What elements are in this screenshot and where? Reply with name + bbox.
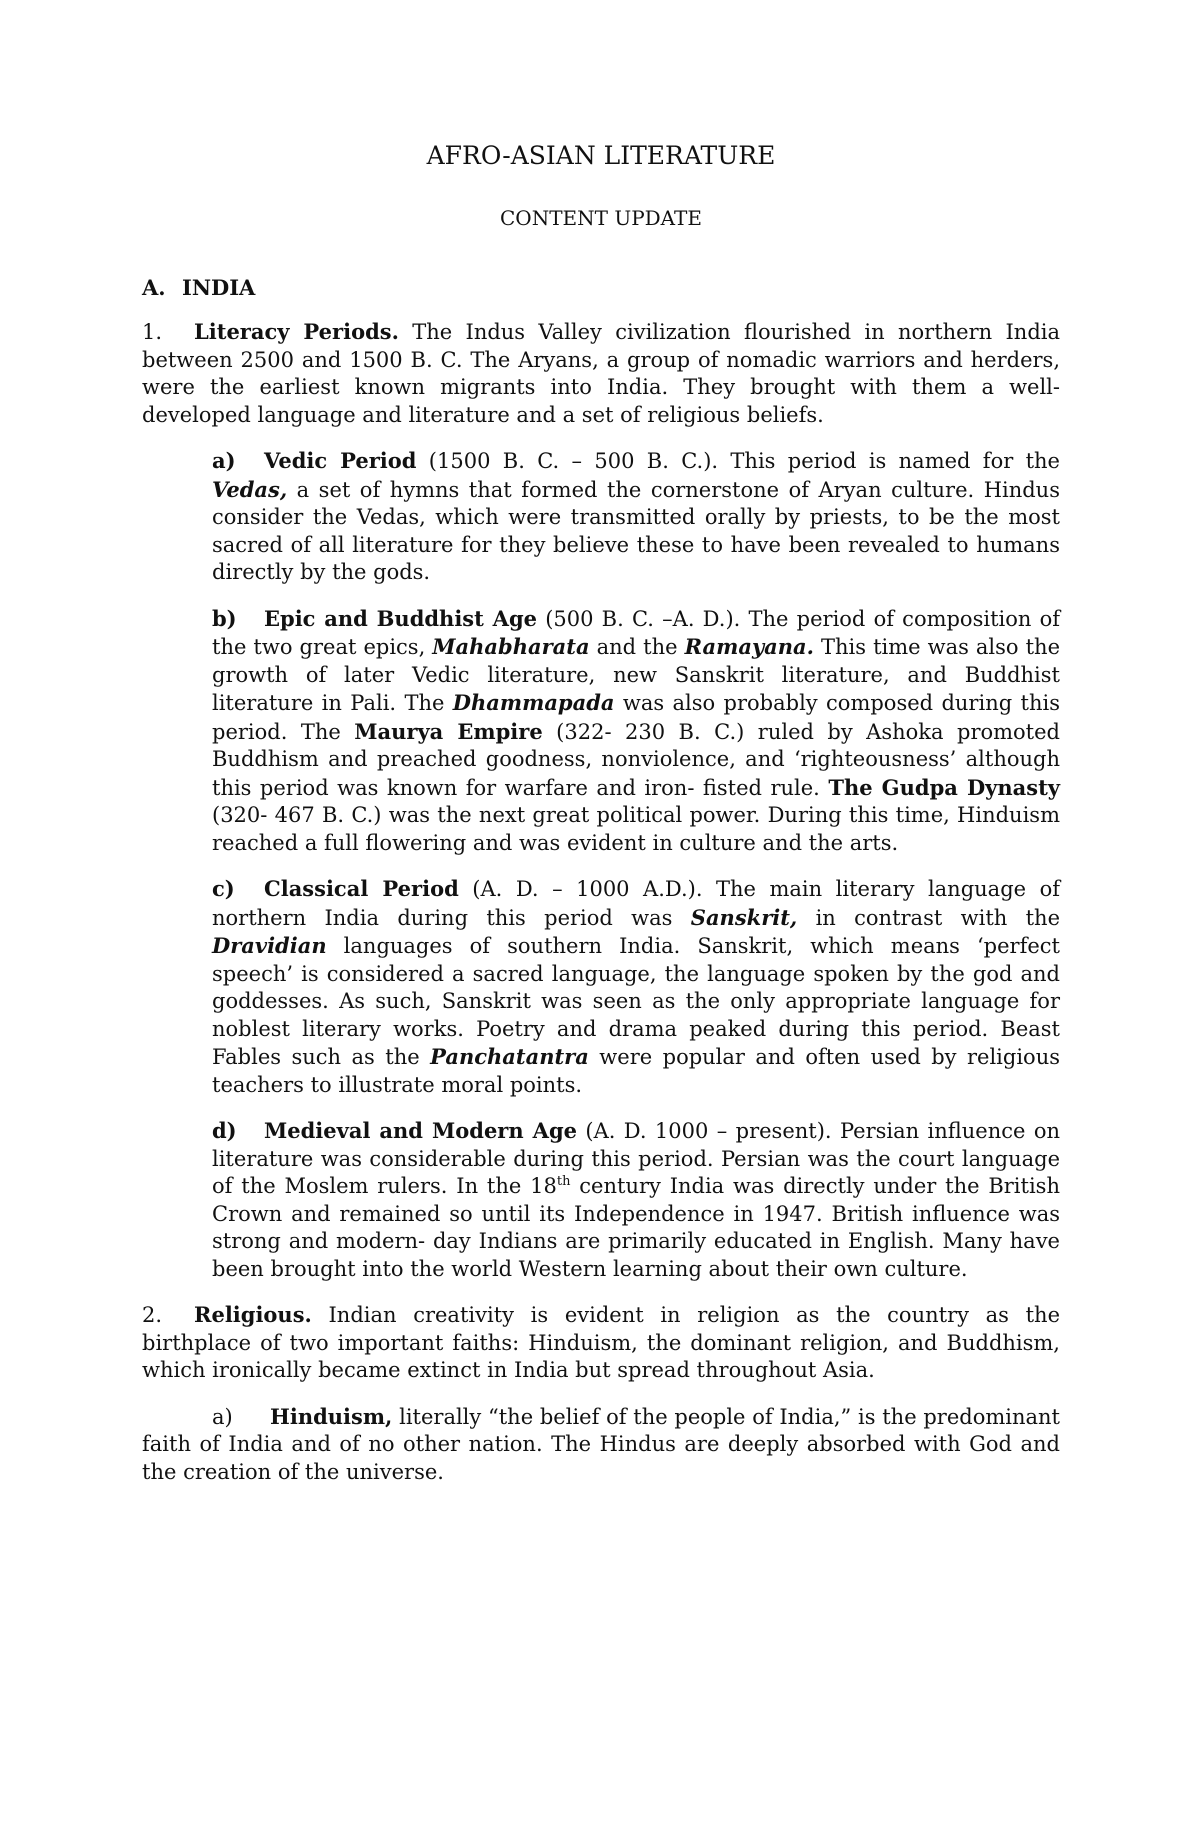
section-letter: A.: [142, 275, 166, 300]
classical-period-paragraph: [212, 875, 1060, 1099]
text-span: (320- 467 B. C.) was the next great political power. During this time, Hinduism reached a full flowering and was evident in culture and the arts.: [212, 803, 1060, 855]
document-subtitle: CONTENT UPDATE: [500, 206, 702, 230]
literacy-periods-paragraph: [142, 318, 1060, 429]
item-text: The Indus Valley civilization flourished in northern India between 2500 and 1500 B. C. The Aryans, a group of nomadic warriors and herders, were the earliest known migrants into India. They brought with them a well- developed language and literature and a set of religious beliefs.: [142, 320, 1060, 427]
item-number: 1.: [142, 320, 163, 344]
sub-heading: Vedic Period: [264, 448, 417, 473]
emphasis-gudpa-dynasty: The Gudpa Dynasty: [828, 774, 1060, 800]
text-span: was also probably composed during this period. The: [212, 691, 1060, 744]
text-span: and the: [589, 635, 685, 659]
text-span: (A. D. 1000 – present). Persian influence on literature was considerable during this period. Persian was the court language of the Moslem rulers. In the 18: [212, 1119, 1060, 1198]
text-span: (500 B. C. –A. D.). The period of composition of the two great epics,: [212, 606, 1061, 659]
vedic-period-paragraph: [212, 447, 1060, 587]
hinduism-paragraph: [142, 1403, 1060, 1487]
text-span: This time was also the growth of later Vedic literature, new Sanskrit literature, and Buddhist literature in Pali. The: [212, 635, 1061, 715]
sub-heading: Epic and Buddhist Age: [264, 605, 537, 631]
text-span: were popular and often used by religious teachers to illustrate moral points.: [212, 1045, 1060, 1097]
sub-label: a): [212, 448, 236, 473]
text-span: in contrast with the: [797, 905, 1061, 930]
emphasis-sanskrit: Sanskrit,: [690, 904, 798, 930]
emphasis-ramayana: Ramayana.: [684, 634, 814, 659]
sub-label: d): [212, 1118, 237, 1143]
text-span: (1500 B. C. – 500 B. C.). This period is named for the: [416, 449, 1060, 473]
emphasis-mahabharata: Mahabharata: [432, 634, 590, 659]
document-title: AFRO-ASIAN LITERATURE: [426, 141, 776, 170]
emphasis-vedas: Vedas,: [212, 476, 288, 502]
sub-heading: Medieval and Modern Age: [264, 1118, 577, 1143]
religious-paragraph: [142, 1301, 1060, 1385]
sub-label: b): [212, 605, 237, 631]
text-span: century India was directly under the British Crown and remained so until its Independence in 1947. British influence was strong and modern- day Indians are primarily educated in English. Many have been brought into the world Western learning about their own culture.: [212, 1174, 1060, 1281]
emphasis-maurya-empire: Maurya Empire: [354, 718, 543, 744]
item-text: Indian creativity is evident in religion as the country as the birthplace of two important faiths: Hinduism, the dominant religion, and Buddhism, which ironically became extinct in India but spread throughout Asia.: [142, 1303, 1060, 1382]
sub-label: a): [212, 1404, 233, 1429]
item-heading: Religious.: [194, 1302, 312, 1327]
emphasis-dravidian: Dravidian: [212, 933, 327, 958]
text-span: (322- 230 B. C.) ruled by Ashoka promoted Buddhism and preached goodness, nonviolence, and ‘righteousness’ although this period was known for warfare and iron- fisted rule.: [212, 719, 1060, 800]
sub-heading: Classical Period: [264, 876, 459, 901]
document-page: [142, 138, 1060, 1486]
text-span: languages of southern India. Sanskrit, which means ‘perfect speech’ is considered a sacred language, the language spoken by the god and goddesses. As such, Sanskrit was seen as the only appropriate language for noblest literary works. Poetry and drama peaked during this period. Beast Fables such as the: [212, 934, 1060, 1069]
item-text: literally “the belief of the people of India,” is the predominant faith of India and of no other nation. The Hindus are deeply absorbed with God and the creation of the universe.: [142, 1404, 1060, 1484]
emphasis-dhammapada: Dhammapada: [452, 690, 615, 715]
sub-label: c): [212, 876, 235, 901]
item-heading: Literacy Periods.: [194, 319, 399, 344]
item-number: 2.: [142, 1303, 163, 1327]
text-span: (A. D. – 1000 A.D.). The main literary language of northern India during this period was: [212, 877, 1060, 930]
medieval-modern-age-paragraph: [212, 1117, 1060, 1283]
emphasis-panchatantra: Panchatantra: [430, 1044, 589, 1069]
section-title: INDIA: [182, 275, 256, 300]
section-heading-india: [142, 274, 1060, 302]
epic-buddhist-age-paragraph: [212, 605, 1060, 858]
text-span: a set of hymns that formed the cornerstone of Aryan culture. Hindus consider the Vedas, which were transmitted orally by priests, to be the most sacred of all literature for they believe these to have been revealed to humans directly by the gods.: [212, 477, 1060, 584]
superscript-th: th: [556, 1174, 571, 1189]
sub-heading: Hinduism,: [270, 1403, 393, 1429]
